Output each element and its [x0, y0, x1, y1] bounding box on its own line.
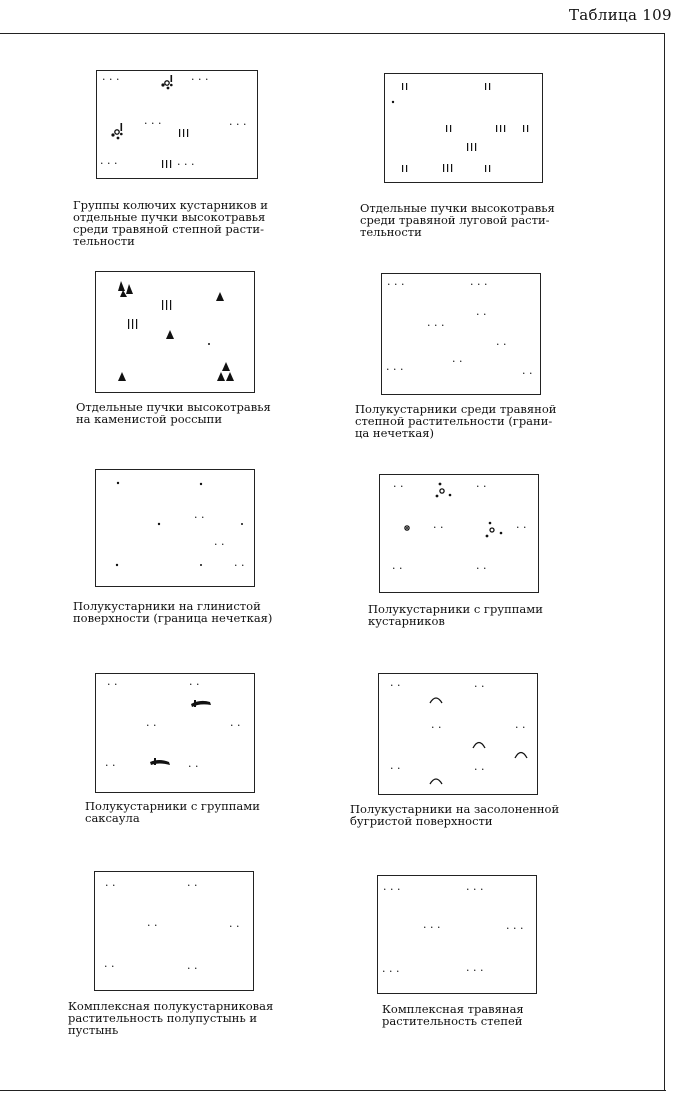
panel-3-symbols [96, 272, 254, 392]
tall-grass-tuft-icon [496, 125, 505, 132]
dots-icon: · · [230, 719, 241, 732]
shrub-group-icon [486, 522, 503, 538]
panel-10-caption: Комплексная травяная растительность степей [382, 1002, 524, 1028]
dots-icon: · · · [102, 73, 120, 86]
tall-grass-tuft-icon [523, 125, 528, 132]
legend-panel-5 [95, 469, 255, 587]
dots-icon: · · [147, 919, 158, 932]
mound-arc-icon [430, 779, 442, 784]
dots-icon: · · · [144, 117, 162, 130]
dots-icon: · · · [382, 965, 400, 978]
dot-icon [208, 343, 210, 345]
dots-icon: · · · [177, 158, 195, 171]
legend-panel-2 [384, 73, 543, 183]
dots-icon: · · · [506, 922, 524, 935]
dots-icon: · · [187, 962, 198, 975]
tall-grass-tuft-icon [162, 160, 171, 168]
dots-icon: · · [516, 521, 527, 534]
shrub-group-icon [161, 75, 172, 89]
mound-arc-icon [473, 743, 485, 749]
dots-icon: · · [234, 559, 245, 572]
dots-icon: · · · [466, 883, 484, 896]
legend-panel-1 [96, 70, 258, 179]
panel-6-symbols [380, 475, 538, 592]
dots-icon: · · [515, 721, 526, 734]
dots-icon: · · [188, 760, 199, 773]
tall-grass-tuft-icon [446, 125, 451, 132]
saxaul-icon-stem [154, 758, 156, 765]
panel-2-symbols [385, 74, 542, 182]
panel-9-symbols [95, 872, 253, 990]
dots-icon: · · [229, 920, 240, 933]
dots-icon: · · [522, 367, 533, 380]
mound-arc-icon [515, 753, 527, 759]
dot-icon [241, 523, 243, 525]
panel-5-symbols [96, 470, 254, 586]
legend-panel-8 [378, 673, 538, 795]
saxaul-icon [150, 760, 170, 765]
panel-1-caption: Группы колючих кустарников и отдельные пучки высокотравья среди травяной степной расти- тельности [73, 198, 268, 248]
panel-8-symbols [379, 674, 537, 794]
dots-icon: · · [496, 338, 507, 351]
dots-icon: · · [194, 511, 205, 524]
panel-5-caption: Полукустарники на глинистой поверхности (граница нечеткая) [73, 599, 273, 625]
dots-icon: · · · [229, 118, 247, 131]
tall-grass-tuft-icon [485, 83, 490, 90]
panel-10-symbols [378, 876, 536, 993]
dots-icon: · · · [191, 73, 209, 86]
dots-icon: · · [393, 480, 404, 493]
dots-icon: · · [476, 308, 487, 321]
dots-icon: · · · [470, 278, 488, 291]
dots-icon: · · [474, 763, 485, 776]
dot-icon [117, 482, 119, 484]
dot-icon [392, 101, 394, 103]
dot-icon [158, 523, 160, 525]
dots-icon: · · [214, 538, 225, 551]
tall-grass-tuft-icon [402, 165, 407, 172]
panel-6-caption: Полукустарники с группами кустарников [368, 602, 543, 628]
panel-9-caption: Комплексная полукустарниковая растительность полупустынь и пустынь [68, 999, 274, 1037]
stone-triangle-icon [118, 372, 126, 381]
shrub-group-icon [111, 123, 122, 139]
dots-icon: · · [189, 678, 200, 691]
panel-7-caption: Полукустарники с группами саксаула [85, 799, 260, 825]
stone-triangle-icon [217, 362, 234, 381]
plate-frame-right [664, 33, 665, 1090]
tall-grass-tuft-icon [485, 165, 490, 172]
shrub-group-icon [436, 483, 452, 498]
dots-icon: · · · [100, 157, 118, 170]
tall-grass-tuft-icon [402, 83, 407, 90]
dots-icon: · · · [427, 319, 445, 332]
stone-triangle-icon [216, 292, 224, 301]
shrub-icon [405, 526, 409, 530]
mound-arc-icon [430, 698, 442, 703]
tall-grass-tuft-icon [179, 129, 188, 137]
dots-icon: · · · [387, 278, 405, 291]
plate-frame-bottom [0, 1090, 666, 1091]
dots-icon: · · [390, 762, 401, 775]
stone-triangle-icon [118, 281, 133, 297]
dots-icon: · · · [386, 363, 404, 376]
plate-frame-top [0, 33, 664, 34]
dots-icon: · · [476, 562, 487, 575]
panel-1-symbols [97, 71, 257, 178]
dots-icon: · · [431, 721, 442, 734]
legend-panel-3 [95, 271, 255, 393]
dots-icon: · · [392, 562, 403, 575]
dot-icon [116, 564, 118, 566]
tall-grass-tuft-icon [128, 319, 137, 329]
dots-icon: · · · [383, 883, 401, 896]
legend-panel-9 [94, 871, 254, 991]
legend-panel-4 [381, 273, 541, 395]
dots-icon: · · [107, 678, 118, 691]
dots-icon: · · [390, 679, 401, 692]
tall-grass-tuft-icon [467, 143, 476, 151]
tall-grass-tuft-icon [162, 300, 171, 310]
dot-icon [200, 483, 202, 485]
dots-icon: · · · [423, 921, 441, 934]
dots-icon: · · [105, 879, 116, 892]
tall-grass-tuft-icon [443, 164, 452, 172]
stone-triangle-icon [166, 330, 174, 339]
legend-panel-7 [95, 673, 255, 793]
dots-icon: · · [476, 480, 487, 493]
page-header: Таблица 109 [569, 6, 672, 24]
dots-icon: · · [146, 719, 157, 732]
dots-icon: · · [105, 759, 116, 772]
panel-2-caption: Отдельные пучки высокотравья среди травяной луговой расти- тельности [360, 201, 555, 239]
dots-icon: · · [104, 960, 115, 973]
legend-panel-10 [377, 875, 537, 994]
dots-icon: · · · [466, 964, 484, 977]
panel-7-symbols [96, 674, 254, 792]
panel-8-caption: Полукустарники на засолоненной бугристой поверхности [350, 802, 560, 828]
dots-icon: · · [452, 355, 463, 368]
dots-icon: · · [187, 879, 198, 892]
saxaul-icon-stem [194, 700, 196, 707]
dots-icon: · · [474, 680, 485, 693]
legend-panel-6 [379, 474, 539, 593]
dot-icon [200, 564, 202, 566]
dots-icon: · · [433, 521, 444, 534]
panel-4-symbols [382, 274, 540, 394]
panel-3-caption: Отдельные пучки высокотравья на каменистой россыпи [76, 400, 271, 426]
panel-4-caption: Полукустарники среди травяной степной растительности (грани- ца нечеткая) [355, 402, 557, 440]
